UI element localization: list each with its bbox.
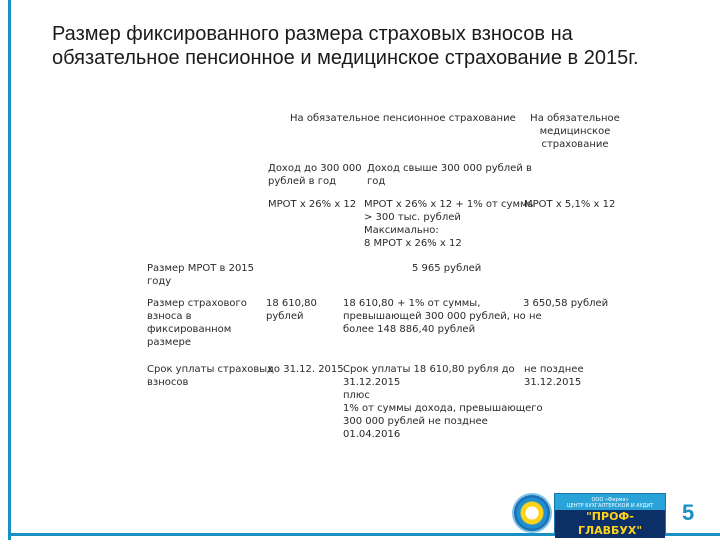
subheader-over-300k: Доход свыше 300 000 рублей в год [367,163,532,187]
page-number: 5 [682,500,695,525]
logo-line-3: ЦЕНТР ПРОФЕССИОНАЛЬНОГО [569,539,651,545]
formula-over-300k: МРОТ х 26% х 12 + 1% от суммы > 300 тыс. рублей Максимально: 8 МРОТ х 26% х 12 [364,199,536,249]
row-term-over: Срок уплаты 18 610,80 рубля до 31.12.2015 плюс 1% от суммы дохода, превышающего 300 000 рублей не позднее 01.04.2016 [343,364,543,440]
row-term-upto: до 31.12. 2015 [267,364,344,375]
logo-line-1: ООО «Фирма» [591,497,629,503]
subheader-upto-300k: Доход до 300 000 рублей в год [268,163,362,187]
header-pension: На обязательное пенсионное страхование [290,113,516,124]
row-mrot-value: 5 965 рублей [412,263,482,274]
header-medical: На обязательное медицинское страхование [530,113,620,150]
row-size-over: 18 610,80 + 1% от суммы, превышающей 300 000 рублей, но не более 148 886,40 рублей [343,298,542,335]
logo-emblem-icon [512,493,552,533]
row-term-label: Срок уплаты страховых взносов [147,364,274,388]
formula-medical: МРОТ х 5,1% х 12 [524,199,616,210]
row-term-medical: не позднее 31.12.2015 [524,364,584,388]
logo-brand-name: "ПРОФ-ГЛАВБУХ" [555,510,665,538]
slide-title: Размер фиксированного размера страховых взносов на обязательное пенсионное и медицинское страхование в 2015г. [52,23,639,69]
row-size-label: Размер страхового взноса в фиксированном размере [147,298,247,348]
logo-banner [554,493,666,545]
formula-upto-300k: МРОТ х 26% х 12 [268,199,357,210]
row-mrot-label: Размер МРОТ в 2015 году [147,263,255,287]
logo-line-2: ЦЕНТР БУХГАЛТЕРСКОЙ И АУДИТ [566,503,654,509]
row-size-medical: 3 650,58 рублей [523,298,609,309]
company-logo [512,493,664,545]
row-size-upto: 18 610,80 рублей [266,298,317,322]
